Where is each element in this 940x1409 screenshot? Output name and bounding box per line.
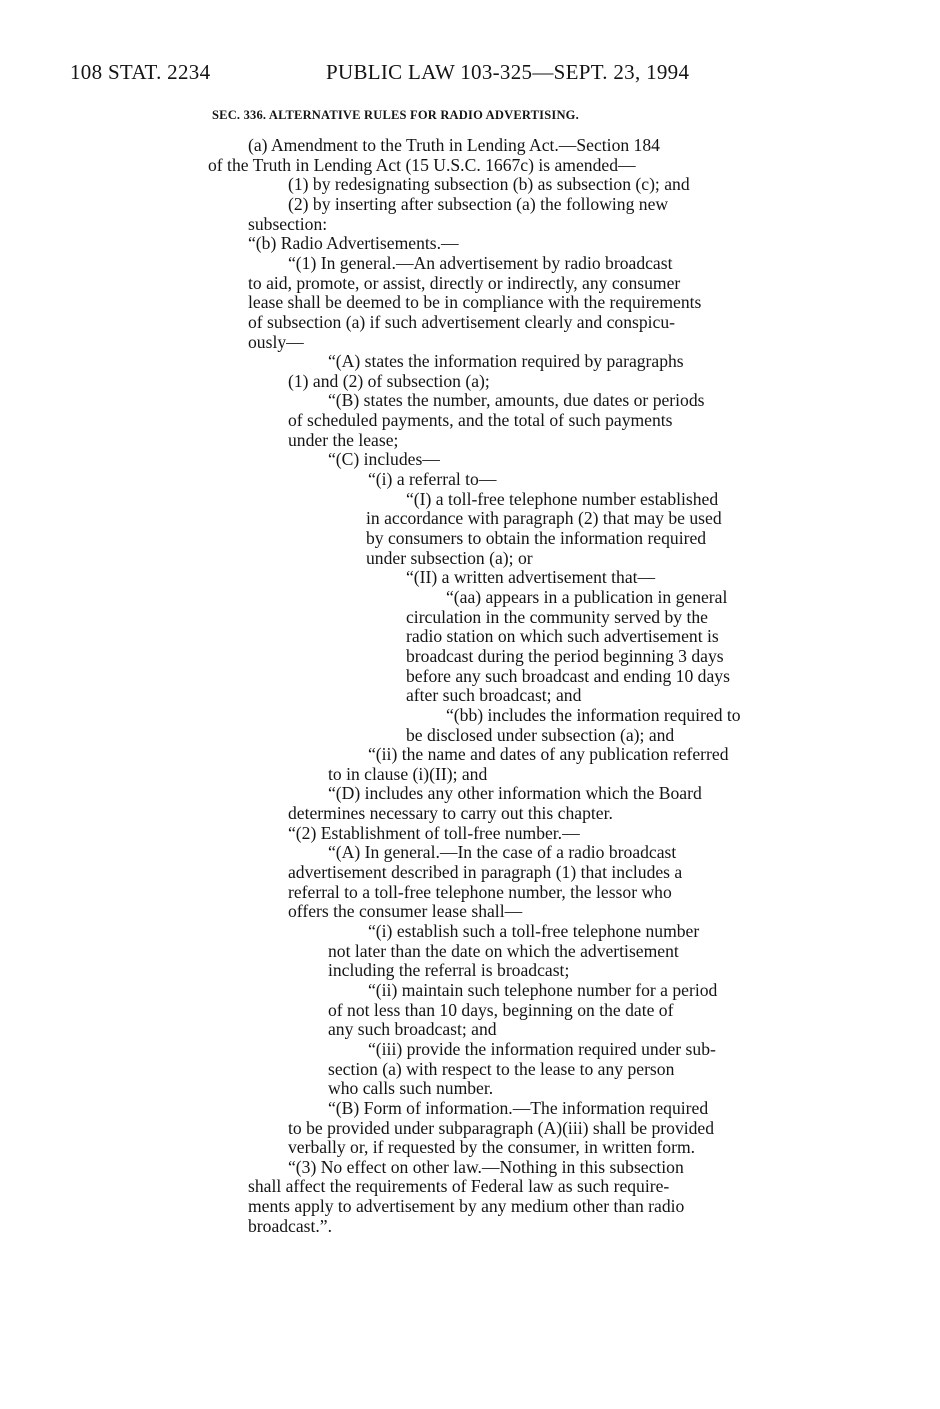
text-line: of not less than 10 days, beginning on the date of [328, 999, 674, 1020]
text-line: advertisement described in paragraph (1) that includes a [288, 862, 683, 883]
text-line: under the lease; [288, 429, 399, 450]
text-line: “(b) Radio Advertisements.— [248, 233, 459, 254]
text-line: “(3) No effect on other law.—Nothing in this subsection [288, 1156, 684, 1177]
public-law-title: PUBLIC LAW 103-325—SEPT. 23, 1994 [326, 60, 690, 84]
text-line: broadcast during the period beginning 3 days [406, 645, 724, 666]
text-line: “(A) states the information required by paragraphs [328, 351, 684, 372]
text-line: of the Truth in Lending Act (15 U.S.C. 1667c) is amended— [208, 154, 636, 175]
text-line: of subsection (a) if such advertisement clearly and conspicu- [248, 311, 675, 332]
text-line: “(ii) the name and dates of any publication referred [368, 744, 729, 765]
text-line: “(D) includes any other information which the Board [328, 783, 702, 804]
text-line: “(i) establish such a toll-free telephone number [368, 921, 700, 941]
text-line: after such broadcast; and [406, 685, 582, 706]
text-line: “(C) includes— [328, 449, 440, 470]
text-line: to in clause (i)(II); and [328, 763, 488, 784]
text-line: section (a) with respect to the lease to any person [328, 1058, 675, 1079]
text-line: before any such broadcast and ending 10 days [406, 665, 730, 686]
text-line: including the referral is broadcast; [328, 960, 570, 981]
text-line: “(B) states the number, amounts, due dates or periods [328, 390, 705, 411]
text-line: (2) by inserting after subsection (a) the following new [288, 193, 669, 214]
section-heading: SEC. 336. ALTERNATIVE RULES FOR RADIO ADVERTISING. [212, 108, 579, 122]
text-line: “(II) a written advertisement that— [406, 567, 656, 588]
statute-page-reference: 108 STAT. 2234 [70, 60, 211, 84]
text-line: (1) and (2) of subsection (a); [288, 370, 490, 391]
text-line: “(aa) appears in a publication in general [446, 586, 728, 607]
text-line: subsection: [248, 213, 328, 234]
text-line: not later than the date on which the advertisement [328, 940, 679, 961]
text-line: by consumers to obtain the information required [366, 528, 707, 548]
text-line: “(1) In general.—An advertisement by radio broadcast [288, 252, 673, 273]
text-line: “(B) Form of information.—The information required [328, 1097, 709, 1118]
text-line: (a) Amendment to the Truth in Lending Act.—Section 184 [248, 135, 660, 155]
text-line: “(iii) provide the information required under sub- [368, 1038, 716, 1059]
text-line: under subsection (a); or [366, 547, 533, 568]
text-line: to be provided under subparagraph (A)(iii) shall be provided [288, 1117, 715, 1138]
text-line: “(ii) maintain such telephone number for a period [368, 979, 718, 1000]
text-line: in accordance with paragraph (2) that may be used [366, 508, 722, 529]
text-line: referral to a toll-free telephone number, the lessor who [288, 881, 672, 902]
text-line: be disclosed under subsection (a); and [406, 724, 675, 745]
text-line: “(i) a referral to— [368, 469, 497, 490]
text-line: determines necessary to carry out this chapter. [288, 803, 613, 824]
text-line: ously— [248, 331, 304, 352]
text-line: verbally or, if requested by the consumer, in written form. [288, 1137, 696, 1158]
text-line: who calls such number. [328, 1078, 494, 1099]
text-line: circulation in the community served by the [406, 606, 708, 627]
text-line: “(bb) includes the information required to [446, 704, 741, 725]
text-line: offers the consumer lease shall— [288, 901, 523, 922]
text-line: lease shall be deemed to be in compliance with the requirements [248, 292, 702, 313]
text-line: (1) by redesignating subsection (b) as subsection (c); and [288, 174, 690, 195]
text-line: ments apply to advertisement by any medium other than radio [248, 1196, 685, 1217]
text-line: broadcast.”. [248, 1215, 333, 1236]
text-line: “(2) Establishment of toll-free number.— [288, 822, 580, 843]
text-line: “(A) In general.—In the case of a radio broadcast [328, 842, 677, 863]
text-line: radio station on which such advertisement is [406, 626, 719, 647]
text-line: of scheduled payments, and the total of such payments [288, 410, 673, 431]
text-line: shall affect the requirements of Federal law as such require- [248, 1176, 670, 1197]
text-line: any such broadcast; and [328, 1019, 497, 1040]
text-line: “(I) a toll-free telephone number established [406, 488, 719, 509]
text-line: to aid, promote, or assist, directly or indirectly, any consumer [248, 272, 681, 293]
